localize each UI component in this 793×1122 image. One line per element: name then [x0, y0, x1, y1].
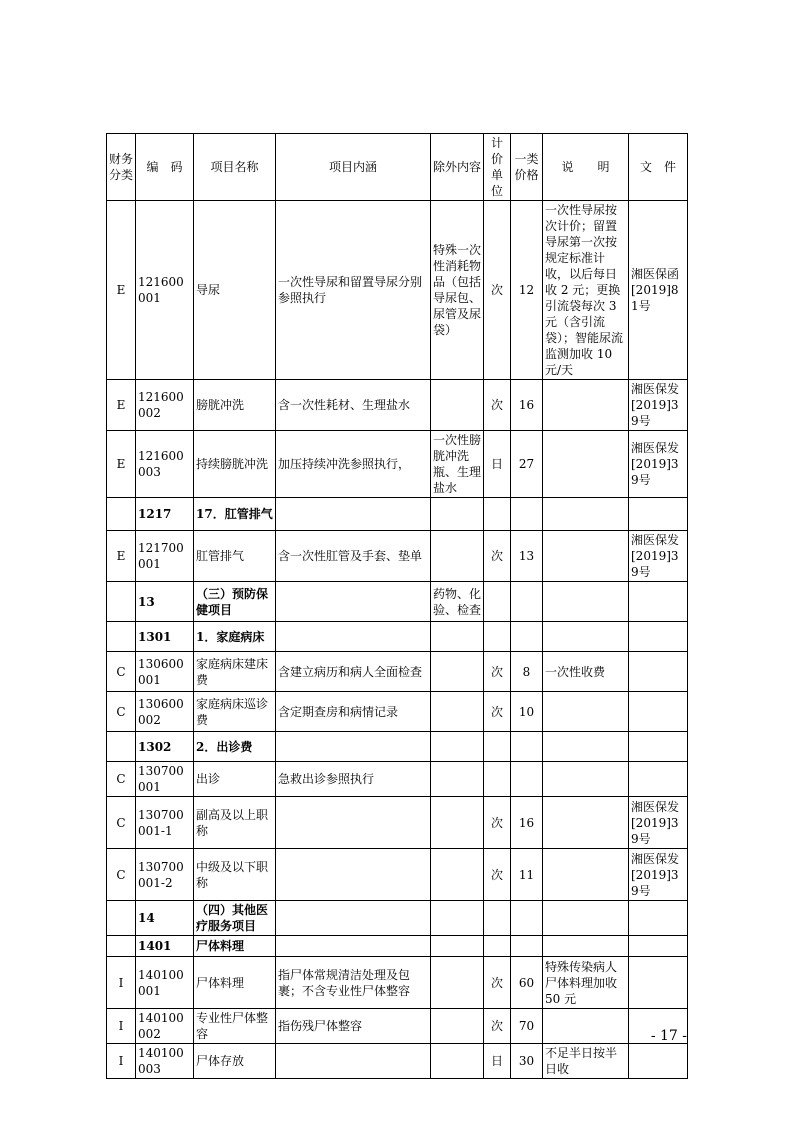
- row-item-name: 专业性尸体整容: [194, 1009, 276, 1044]
- row-document: 湘医保发[2019]39号: [629, 531, 688, 582]
- table-row: [107, 498, 688, 531]
- row-item-content: 含建立病历和病人全面检查: [276, 652, 431, 692]
- row-unit: 次: [484, 797, 511, 849]
- row-note: [543, 380, 629, 431]
- row-item-name: （四）其他医疗服务项目: [194, 901, 276, 936]
- row-unit: 日: [484, 1044, 511, 1079]
- row-category: [107, 498, 136, 531]
- row-price: [511, 762, 543, 797]
- row-item-name: 肛管排气: [194, 531, 276, 582]
- row-item-name: 尸体料理: [194, 936, 276, 957]
- row-item-content: 加压持续冲洗参照执行，: [276, 431, 431, 498]
- row-code: 1217: [136, 498, 194, 531]
- row-item-content: 含定期查房和病情记录: [276, 692, 431, 732]
- header-note: 说 明: [543, 134, 629, 201]
- row-excluded: [431, 1009, 484, 1044]
- row-price: 11: [511, 849, 543, 901]
- row-item-content: 急救出诊参照执行: [276, 762, 431, 797]
- header-category: 财务分类: [107, 134, 136, 201]
- row-unit: 次: [484, 849, 511, 901]
- row-unit: [484, 582, 511, 622]
- row-price: 10: [511, 692, 543, 732]
- row-code: 121700001: [136, 531, 194, 582]
- row-note: [543, 936, 629, 957]
- row-unit: [484, 762, 511, 797]
- row-category: [107, 582, 136, 622]
- row-category: I: [107, 1044, 136, 1079]
- row-code: 130600001: [136, 652, 194, 692]
- row-price: 60: [511, 957, 543, 1009]
- row-note: 特殊传染病人尸体料理加收 50 元: [543, 957, 629, 1009]
- row-item-name: 17．肛管排气: [194, 498, 276, 531]
- row-excluded: [431, 622, 484, 652]
- row-note: 一次性收费: [543, 652, 629, 692]
- row-item-content: [276, 1044, 431, 1079]
- row-excluded: 特殊一次性消耗物品（包括导尿包、尿管及尿袋）: [431, 201, 484, 380]
- row-unit: [484, 936, 511, 957]
- row-item-content: [276, 732, 431, 762]
- row-item-name: 家庭病床建床费: [194, 652, 276, 692]
- row-category: E: [107, 380, 136, 431]
- row-category: C: [107, 797, 136, 849]
- row-excluded: 药物、化验、检查: [431, 582, 484, 622]
- row-code: 140100003: [136, 1044, 194, 1079]
- row-item-name: 尸体料理: [194, 957, 276, 1009]
- header-excluded: 除外内容: [431, 134, 484, 201]
- row-price: 30: [511, 1044, 543, 1079]
- row-document: [629, 762, 688, 797]
- header-row: [107, 134, 688, 201]
- row-code: 1302: [136, 732, 194, 762]
- row-document: [629, 652, 688, 692]
- row-item-content: [276, 498, 431, 531]
- row-unit: 日: [484, 431, 511, 498]
- row-price: [511, 936, 543, 957]
- header-price: 一类价格: [511, 134, 543, 201]
- row-price: [511, 622, 543, 652]
- row-note: [543, 762, 629, 797]
- row-item-name: 出诊: [194, 762, 276, 797]
- row-code: 130700001-2: [136, 849, 194, 901]
- row-category: I: [107, 957, 136, 1009]
- row-excluded: [431, 936, 484, 957]
- row-item-content: 一次性导尿和留置导尿分别参照执行: [276, 201, 431, 380]
- row-price: [511, 498, 543, 531]
- row-item-name: （三）预防保健项目: [194, 582, 276, 622]
- row-document: 湘医保发[2019]39号: [629, 380, 688, 431]
- row-code: 140100002: [136, 1009, 194, 1044]
- row-price: 70: [511, 1009, 543, 1044]
- row-price: 12: [511, 201, 543, 380]
- header-unit: 计价单位: [484, 134, 511, 201]
- row-excluded: [431, 762, 484, 797]
- table-row: [107, 1044, 688, 1079]
- row-document: [629, 498, 688, 531]
- row-document: [629, 582, 688, 622]
- row-item-content: 含一次性耗材、生理盐水: [276, 380, 431, 431]
- row-document: 湘医保发[2019]39号: [629, 431, 688, 498]
- table-row: [107, 957, 688, 1009]
- row-unit: 次: [484, 957, 511, 1009]
- row-document: [629, 901, 688, 936]
- row-category: [107, 732, 136, 762]
- row-note: [543, 582, 629, 622]
- row-note: [543, 498, 629, 531]
- row-excluded: [431, 652, 484, 692]
- row-note: [543, 1009, 629, 1044]
- row-excluded: [431, 1044, 484, 1079]
- row-item-content: [276, 582, 431, 622]
- table-row: [107, 936, 688, 957]
- row-excluded: [431, 797, 484, 849]
- row-code: 121600002: [136, 380, 194, 431]
- row-note: [543, 732, 629, 762]
- row-item-name: 1．家庭病床: [194, 622, 276, 652]
- table-row: [107, 849, 688, 901]
- row-excluded: [431, 957, 484, 1009]
- row-item-name: 尸体存放: [194, 1044, 276, 1079]
- row-note: [543, 531, 629, 582]
- row-item-name: 2．出诊费: [194, 732, 276, 762]
- row-note: [543, 692, 629, 732]
- row-note: 不足半日按半日收: [543, 1044, 629, 1079]
- row-code: 1401: [136, 936, 194, 957]
- row-item-content: 指尸体常规清洁处理及包裹；不含专业性尸体整容: [276, 957, 431, 1009]
- row-document: [629, 957, 688, 1009]
- row-item-content: [276, 797, 431, 849]
- row-unit: 次: [484, 201, 511, 380]
- row-price: 16: [511, 380, 543, 431]
- row-price: 27: [511, 431, 543, 498]
- row-note: [543, 797, 629, 849]
- row-code: 121600001: [136, 201, 194, 380]
- row-document: [629, 692, 688, 732]
- row-category: C: [107, 652, 136, 692]
- row-item-name: 家庭病床巡诊费: [194, 692, 276, 732]
- row-unit: 次: [484, 652, 511, 692]
- header-item-name: 项目名称: [194, 134, 276, 201]
- fee-table: [106, 133, 688, 1079]
- row-category: C: [107, 692, 136, 732]
- row-item-name: 中级及以下职称: [194, 849, 276, 901]
- table-row: [107, 431, 688, 498]
- row-price: [511, 732, 543, 762]
- row-document: [629, 936, 688, 957]
- row-code: 1301: [136, 622, 194, 652]
- row-unit: [484, 732, 511, 762]
- row-excluded: [431, 692, 484, 732]
- row-note: [543, 622, 629, 652]
- table-row: [107, 652, 688, 692]
- header-document: 文 件: [629, 134, 688, 201]
- row-document: [629, 622, 688, 652]
- row-unit: 次: [484, 380, 511, 431]
- row-item-content: [276, 901, 431, 936]
- page-number: - 17 -: [650, 1028, 687, 1044]
- row-code: 14: [136, 901, 194, 936]
- row-item-content: 指伤残尸体整容: [276, 1009, 431, 1044]
- row-category: [107, 622, 136, 652]
- row-category: [107, 936, 136, 957]
- row-item-content: [276, 936, 431, 957]
- row-code: 121600003: [136, 431, 194, 498]
- row-price: 16: [511, 797, 543, 849]
- row-note: [543, 849, 629, 901]
- row-document: 湘医保发[2019]39号: [629, 849, 688, 901]
- row-category: E: [107, 201, 136, 380]
- row-price: [511, 582, 543, 622]
- row-code: 140100001: [136, 957, 194, 1009]
- row-category: C: [107, 849, 136, 901]
- row-excluded: 一次性膀胱冲洗瓶、生理盐水: [431, 431, 484, 498]
- row-item-content: [276, 622, 431, 652]
- row-price: 8: [511, 652, 543, 692]
- row-document: 湘医保发[2019]39号: [629, 797, 688, 849]
- table-row: [107, 732, 688, 762]
- row-excluded: [431, 901, 484, 936]
- row-category: [107, 901, 136, 936]
- row-code: 13: [136, 582, 194, 622]
- table-row: [107, 762, 688, 797]
- row-code: 130600002: [136, 692, 194, 732]
- row-note: 一次性导尿按次计价；留置导尿第一次按规定标准计收，以后每日收 2 元；更换引流袋每次 3 元（含引流袋）；智能尿流监测加收 10 元/天: [543, 201, 629, 380]
- row-excluded: [431, 732, 484, 762]
- table-row: [107, 692, 688, 732]
- table-row: [107, 797, 688, 849]
- row-item-name: 膀胱冲洗: [194, 380, 276, 431]
- row-item-name: 副高及以上职称: [194, 797, 276, 849]
- table-row: [107, 1009, 688, 1044]
- row-document: [629, 732, 688, 762]
- row-item-content: [276, 849, 431, 901]
- table-row: [107, 901, 688, 936]
- table-row: [107, 531, 688, 582]
- row-document: [629, 1044, 688, 1079]
- row-unit: 次: [484, 1009, 511, 1044]
- row-excluded: [431, 531, 484, 582]
- row-unit: 次: [484, 531, 511, 582]
- row-category: E: [107, 431, 136, 498]
- row-unit: [484, 498, 511, 531]
- row-item-name: 导尿: [194, 201, 276, 380]
- row-code: 130700001-1: [136, 797, 194, 849]
- header-item-content: 项目内涵: [276, 134, 431, 201]
- table-row: [107, 201, 688, 380]
- row-unit: [484, 901, 511, 936]
- row-category: E: [107, 531, 136, 582]
- row-excluded: [431, 498, 484, 531]
- row-document: 湘医保函[2019]81号: [629, 201, 688, 380]
- row-price: 13: [511, 531, 543, 582]
- header-code: 编 码: [136, 134, 194, 201]
- row-unit: 次: [484, 692, 511, 732]
- row-note: [543, 431, 629, 498]
- row-category: C: [107, 762, 136, 797]
- row-category: I: [107, 1009, 136, 1044]
- row-price: [511, 901, 543, 936]
- table-row: [107, 622, 688, 652]
- row-note: [543, 901, 629, 936]
- row-item-content: 含一次性肛管及手套、垫单: [276, 531, 431, 582]
- row-excluded: [431, 380, 484, 431]
- row-excluded: [431, 849, 484, 901]
- table-row: [107, 380, 688, 431]
- table-row: [107, 582, 688, 622]
- row-item-name: 持续膀胱冲洗: [194, 431, 276, 498]
- row-code: 130700001: [136, 762, 194, 797]
- row-unit: [484, 622, 511, 652]
